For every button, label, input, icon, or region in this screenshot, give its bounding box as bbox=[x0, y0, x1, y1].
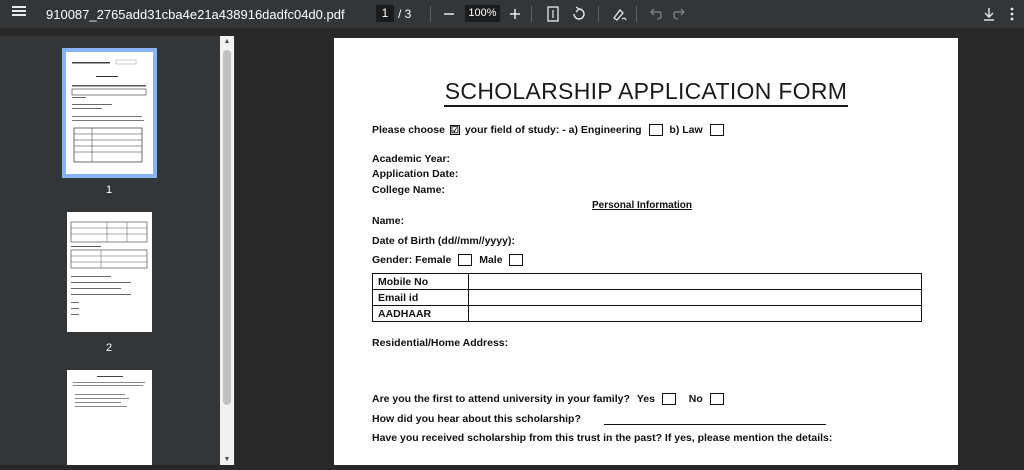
thumbnail-label-1: 1 bbox=[105, 184, 113, 196]
first-university-question: Are you the first to attend university in your family? bbox=[372, 393, 630, 405]
male-checkbox[interactable] bbox=[509, 254, 523, 266]
prior-scholarship-question: Have you received scholarship from this trust in the past? If yes, please mention the details: bbox=[372, 432, 833, 444]
contact-info-table bbox=[372, 273, 922, 322]
zoom-out-icon[interactable] bbox=[437, 2, 461, 26]
table-row bbox=[373, 290, 922, 306]
aadhaar-label: AADHAAR bbox=[373, 306, 469, 322]
mobile-label: Mobile No bbox=[373, 274, 469, 290]
page-thumbnail-3[interactable] bbox=[67, 370, 152, 465]
field-of-study-prefix: Please choose bbox=[372, 124, 445, 136]
sidebar-scrollbar-thumb[interactable] bbox=[223, 50, 231, 405]
college-name-label: College Name: bbox=[372, 184, 445, 196]
email-label: Email id bbox=[373, 290, 469, 306]
field-of-study-text: your field of study: - a) Engineering bbox=[464, 124, 642, 136]
undo-icon[interactable] bbox=[643, 2, 667, 26]
fit-page-icon[interactable] bbox=[541, 2, 565, 26]
hear-about-question: How did you hear about this scholarship? bbox=[372, 413, 581, 425]
gender-female-label: Gender: Female bbox=[372, 254, 452, 266]
no-checkbox[interactable] bbox=[710, 393, 724, 405]
first-university-line bbox=[372, 393, 728, 405]
page-thumbnail-2[interactable] bbox=[67, 212, 152, 332]
no-label: No bbox=[688, 393, 703, 405]
page-number-input[interactable]: 1 bbox=[376, 5, 394, 22]
field-of-study-line bbox=[372, 124, 728, 136]
document-filename: 910087_2765add31cba4e21a438916dadfc04d0.pdf bbox=[46, 7, 345, 22]
academic-year-label: Academic Year: bbox=[372, 153, 451, 165]
gender-male-label: Male bbox=[479, 254, 503, 266]
rotate-icon[interactable] bbox=[567, 2, 591, 26]
yes-checkbox[interactable] bbox=[662, 393, 676, 405]
female-checkbox[interactable] bbox=[458, 254, 472, 266]
thumbnail-label-2: 2 bbox=[105, 342, 113, 354]
name-label: Name: bbox=[372, 215, 405, 227]
aadhaar-value-cell[interactable] bbox=[469, 306, 922, 322]
table-row bbox=[373, 274, 922, 290]
form-title: SCHOLARSHIP APPLICATION FORM bbox=[444, 78, 848, 107]
table-row bbox=[373, 306, 922, 322]
engineering-checkbox[interactable] bbox=[649, 124, 663, 136]
gender-line bbox=[372, 254, 527, 266]
scroll-up-icon[interactable]: ▲ bbox=[223, 38, 231, 45]
menu-icon[interactable] bbox=[12, 4, 26, 18]
pdf-page bbox=[334, 38, 958, 465]
checked-checkbox-icon[interactable]: ☑ bbox=[450, 125, 459, 136]
more-options-icon[interactable] bbox=[1000, 2, 1024, 26]
zoom-level-input[interactable]: 100% bbox=[465, 5, 500, 22]
scroll-down-icon[interactable]: ▼ bbox=[223, 456, 231, 463]
toolbar-divider bbox=[430, 6, 431, 22]
page-thumbnail-1[interactable] bbox=[66, 52, 153, 174]
yes-label: Yes bbox=[636, 393, 655, 405]
thumbnail-preview-graphic bbox=[67, 212, 152, 332]
download-icon[interactable] bbox=[977, 2, 1001, 26]
redo-icon[interactable] bbox=[668, 2, 692, 26]
dob-label: Date of Birth (dd//mm//yyyy): bbox=[372, 235, 515, 247]
law-option-label: b) Law bbox=[669, 124, 703, 136]
zoom-in-icon[interactable] bbox=[503, 2, 527, 26]
draw-icon[interactable] bbox=[608, 2, 632, 26]
toolbar-divider bbox=[531, 6, 532, 22]
thumbnail-preview-graphic bbox=[66, 52, 153, 174]
law-checkbox[interactable] bbox=[710, 124, 724, 136]
address-label: Residential/Home Address: bbox=[372, 337, 509, 349]
thumbnail-preview-graphic bbox=[67, 370, 152, 465]
toolbar-divider bbox=[598, 6, 599, 22]
pdf-toolbar bbox=[0, 0, 1024, 28]
application-date-label: Application Date: bbox=[372, 168, 459, 180]
mobile-value-cell[interactable] bbox=[469, 274, 922, 290]
hear-about-answer-line[interactable] bbox=[604, 424, 826, 425]
email-value-cell[interactable] bbox=[469, 290, 922, 306]
page-total: / 3 bbox=[398, 7, 412, 21]
personal-information-heading: Personal Information bbox=[592, 200, 693, 211]
toolbar-divider bbox=[636, 6, 637, 22]
